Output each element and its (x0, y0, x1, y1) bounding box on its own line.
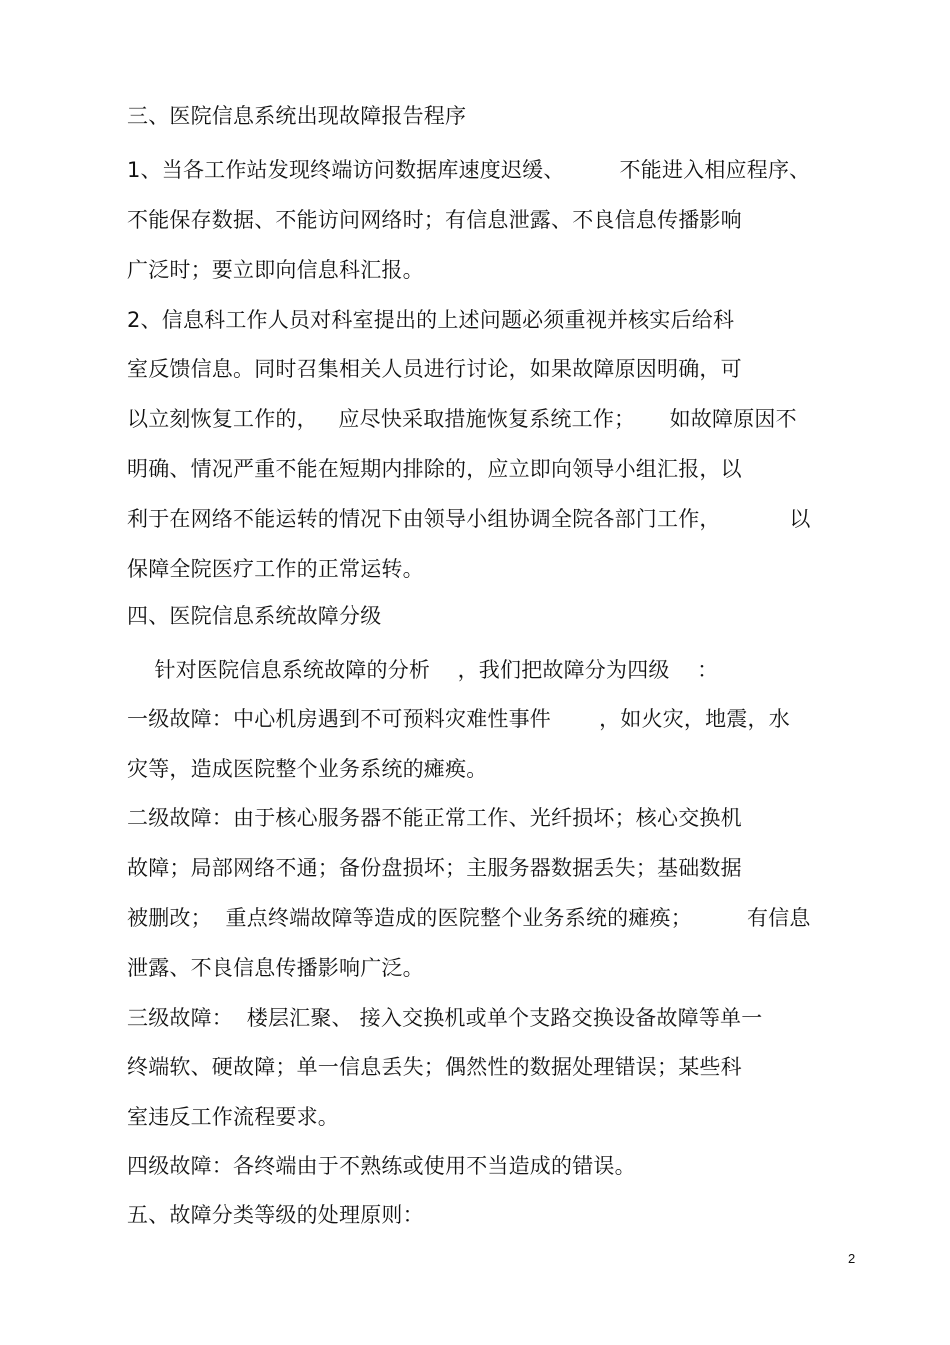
heading-section-4: 四、医院信息系统故障分级 (127, 604, 382, 628)
text-line: 针对医院信息系统故障的分析 ，我们把故障分为四级 ： (127, 658, 719, 682)
heading-section-5: 五、故障分类等级的处理原则： (127, 1203, 424, 1227)
text-line: 四级故障：各终端由于不熟练或使用不当造成的错误。 (127, 1154, 636, 1178)
text-line: 二级故障：由于核心服务器不能正常工作、光纤损坏；核心交换机 (127, 806, 742, 830)
text-line: 明确、情况严重不能在短期内排除的，应立即向领导小组汇报，以 (127, 457, 742, 481)
text-line: 一级故障：中心机房遇到不可预料灾难性事件 ，如火灾，地震，水 (127, 707, 790, 731)
text-line: 被删改； 重点终端故障等造成的医院整个业务系统的瘫痪； 有信息 (127, 906, 811, 930)
text-line: 保障全院医疗工作的正常运转。 (127, 557, 424, 581)
text-line: 泄露、不良信息传播影响广泛。 (127, 956, 424, 980)
text-line: 三级故障： 楼层汇聚、 接入交换机或单个支路交换设备故障等单一 (127, 1006, 763, 1030)
text-line: 1、当各工作站发现终端访问数据库速度迟缓、 不能进入相应程序、 (127, 158, 811, 182)
page-number: 2 (848, 1251, 856, 1266)
text-line: 终端软、硬故障；单一信息丢失；偶然性的数据处理错误；某些科 (127, 1055, 742, 1079)
text-line: 灾等，造成医院整个业务系统的瘫痪。 (127, 757, 488, 781)
text-line: 广泛时；要立即向信息科汇报。 (127, 258, 424, 282)
heading-section-3: 三、医院信息系统出现故障报告程序 (127, 104, 467, 128)
text-line: 利于在网络不能运转的情况下由领导小组协调全院各部门工作， 以 (127, 507, 811, 531)
text-line: 室反馈信息。同时召集相关人员进行讨论，如果故障原因明确，可 (127, 357, 742, 381)
text-line: 以立刻恢复工作的， 应尽快采取措施恢复系统工作； 如故障原因不 (127, 407, 797, 431)
text-line: 2、信息科工作人员对科室提出的上述问题必须重视并核实后给科 (127, 308, 735, 332)
text-line: 故障；局部网络不通；备份盘损坏；主服务器数据丢失；基础数据 (127, 856, 742, 880)
text-line: 室违反工作流程要求。 (127, 1105, 339, 1129)
text-line: 不能保存数据、不能访问网络时；有信息泄露、不良信息传播影响 (127, 208, 742, 232)
